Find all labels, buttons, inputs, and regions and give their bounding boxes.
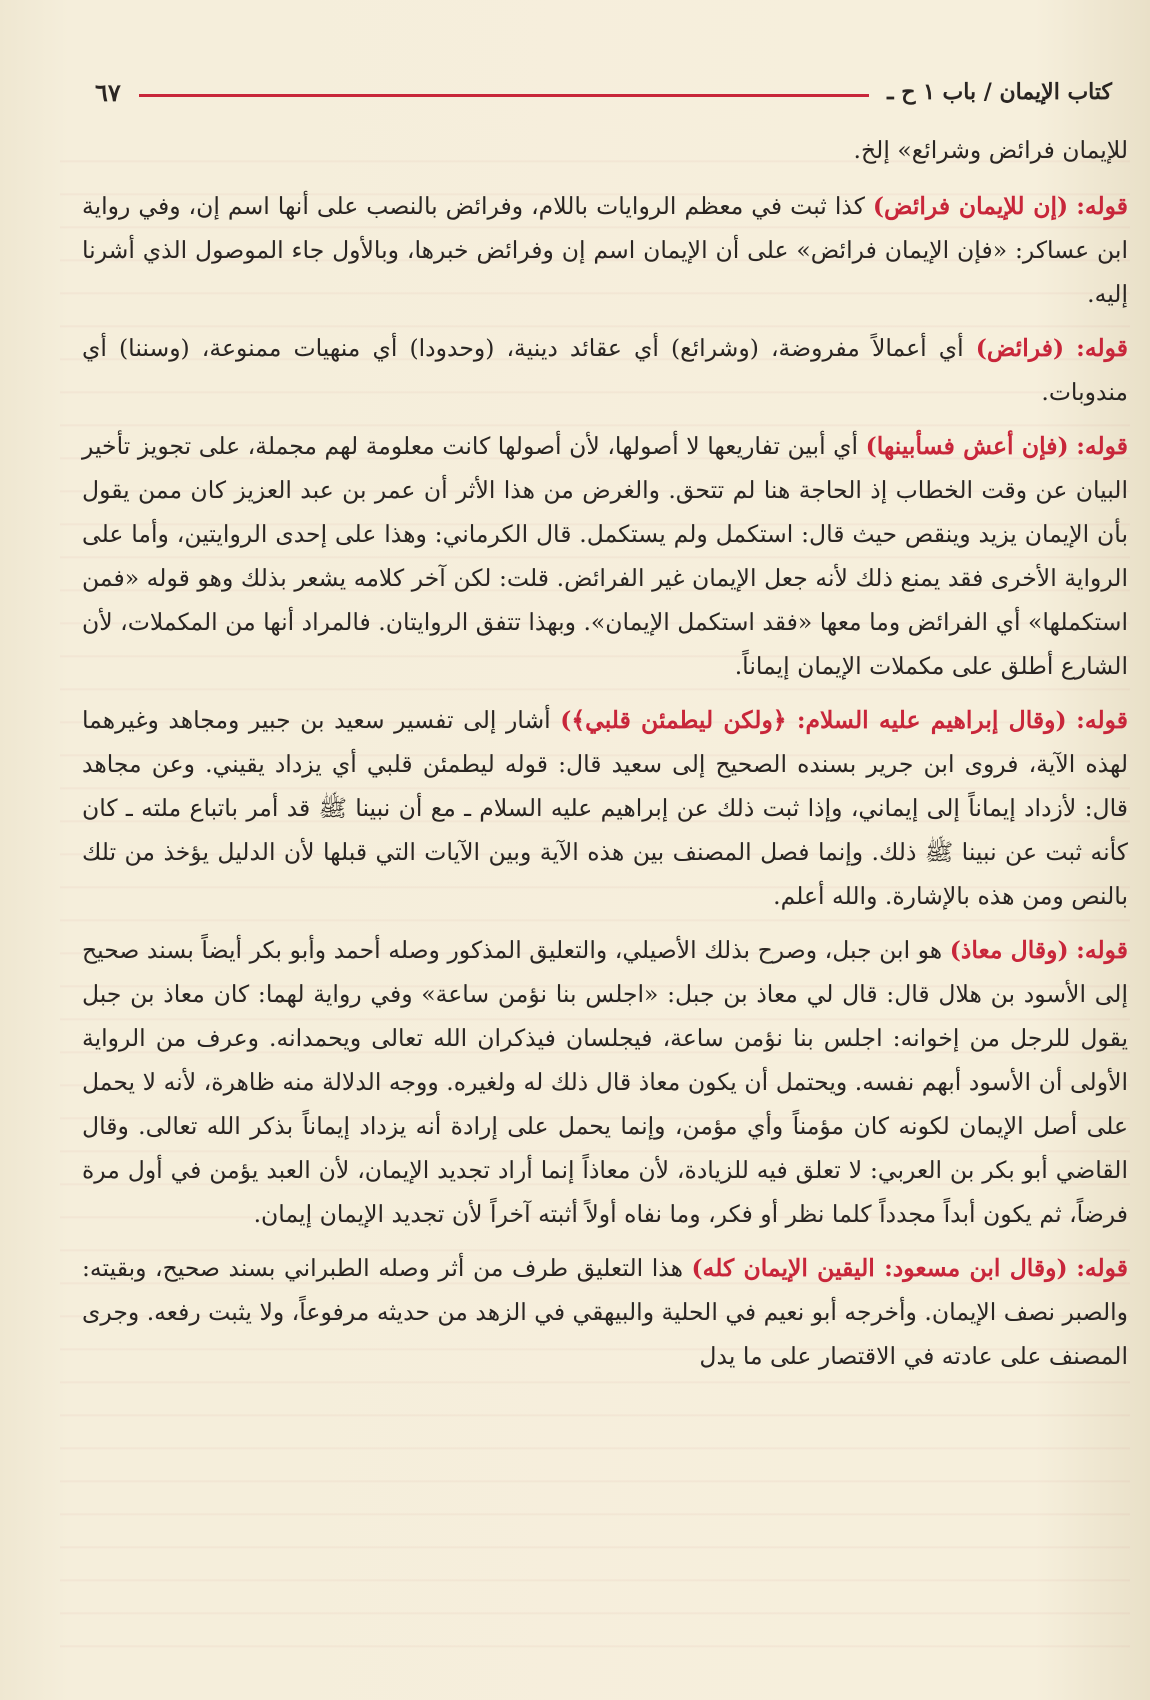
running-header [95, 72, 1112, 112]
qawluhu-keyword: قوله: [1076, 334, 1128, 362]
paragraph-text: أشار إلى تفسير سعيد بن جبير ومجاهد وغيرهما لهذه الآية، فروى ابن جرير بسنده الصحيح إلى سعيد قال: قوله ليطمئن قلبي أي يزداد يقيني. وعن مجاهد قال: لأزداد إيماناً إلى إيماني، وإذا ثبت ذلك عن إبراهيم عليه السلام ـ مع أن نبينا ﷺ قد أمر باتباع ملته ـ كان كأنه ثبت عن نبينا ﷺ ذلك. وإنما فصل المصنف بين هذه الآية وبين الآيات التي قبلها لأن الدليل يؤخذ من تلك بالنص ومن هذه بالإشارة. والله أعلم. [82, 706, 1128, 910]
quoted-lemma: (فإن أعش فسأبينها) [865, 432, 1069, 460]
page-number: ٦٧ [95, 77, 121, 107]
quoted-lemma: (وقال إبراهيم عليه السلام: ﴿ولكن ليطمئن قلبي﴾) [560, 706, 1067, 734]
commentary-paragraph [82, 928, 1128, 1236]
qawluhu-keyword: قوله: [1076, 1254, 1128, 1282]
paragraph-text: كذا ثبت في معظم الروايات باللام، وفرائض بالنصب على أنها اسم إن، وفي رواية ابن عساكر: «فإن الإيمان فرائض» على أن الإيمان اسم إن وفرائض خبرها، وبالأول جاء الموصول الذي أشرنا إليه. [82, 192, 1128, 308]
commentary-paragraph [82, 1246, 1128, 1378]
paragraph-text: هذا التعليق طرف من أثر وصله الطبراني بسند صحيح، وبقيته: والصبر نصف الإيمان. وأخرجه أبو نعيم في الحلية والبيهقي في الزهد من حديثه مرفوعاً، ولا يثبت رفعه. وجرى المصنف على عادته في الاقتصار على ما يدل [82, 1254, 1128, 1370]
commentary-paragraph [82, 698, 1128, 918]
qawluhu-keyword: قوله: [1076, 192, 1128, 220]
qawluhu-keyword: قوله: [1076, 936, 1128, 964]
quoted-lemma: (وقال معاذ) [949, 936, 1069, 964]
quoted-lemma: (فرائض) [975, 334, 1065, 362]
paragraph-text: هو ابن جبل، وصرح بذلك الأصيلي، والتعليق المذكور وصله أحمد وأبو بكر أيضاً بسند صحيح إلى الأسود بن هلال قال: قال لي معاذ بن جبل: «اجلس بنا نؤمن ساعة» وفي رواية لهما: كان معاذ بن جبل يقول للرجل من إخوانه: اجلس بنا نؤمن ساعة، فيجلسان فيذكران الله تعالى ويحمدانه. وعرف من الرواية الأولى أن الأسود أبهم نفسه. ويحتمل أن يكون معاذ قال ذلك له ولغيره. ووجه الدلالة منه ظاهرة، لأنه لا يحمل على أصل الإيمان لكونه كان مؤمناً وأي مؤمن، وإنما يحمل على إرادة أنه يزداد إيماناً بذكر الله تعالى. وقال القاضي أبو بكر بن العربي: لا تعلق فيه للزيادة، لأن معاذاً إنما أراد تجديد الإيمان، لأن العبد يؤمن في أول مرة فرضاً، ثم يكون أبداً مجدداً كلما نظر أو فكر، وما نفاه أولاً أثبته آخراً لأن تجديد الإيمان إيمان. [82, 936, 1128, 1228]
main-text [82, 128, 1128, 1388]
quoted-lemma: (وقال ابن مسعود: اليقين الإيمان كله) [691, 1254, 1068, 1282]
commentary-paragraph [82, 184, 1128, 316]
commentary-paragraph [82, 326, 1128, 414]
paragraph-text: للإيمان فرائض وشرائع» إلخ. [853, 136, 1128, 164]
paragraph-continuation [82, 128, 1128, 172]
paragraph-text: أي أعمالاً مفروضة، (وشرائع) أي عقائد دينية، (وحدودا) أي منهيات ممنوعة، (وسننا) أي مندوبات. [82, 334, 1128, 406]
paragraph-text: أي أبين تفاريعها لا أصولها، لأن أصولها كانت معلومة لهم مجملة، على تجويز تأخير البيان عن وقت الخطاب إذ الحاجة هنا لم تتحق. والغرض من هذا الأثر أن عمر بن عبد العزيز كان ممن يقول بأن الإيمان يزيد وينقص حيث قال: استكمل ولم يستكمل. قال الكرماني: وهذا على إحدى الروايتين، وأما على الرواية الأخرى فقد يمنع ذلك لأنه جعل الإيمان غير الفرائض. قلت: لكن آخر كلامه يشعر بذلك وهو قوله «فمن استكملها» أي الفرائض وما معها «فقد استكمل الإيمان». وبهذا تتفق الروايتان. فالمراد أنها من المكملات، لأن الشارع أطلق على مكملات الإيمان إيماناً. [82, 432, 1128, 680]
header-red-rule [139, 94, 869, 97]
quoted-lemma: (إن للإيمان فرائض) [872, 192, 1069, 220]
qawluhu-keyword: قوله: [1076, 706, 1128, 734]
commentary-paragraph [82, 424, 1128, 688]
qawluhu-keyword: قوله: [1076, 432, 1128, 460]
running-header-title: كتاب الإيمان / باب ١ ح ـ [887, 79, 1112, 105]
